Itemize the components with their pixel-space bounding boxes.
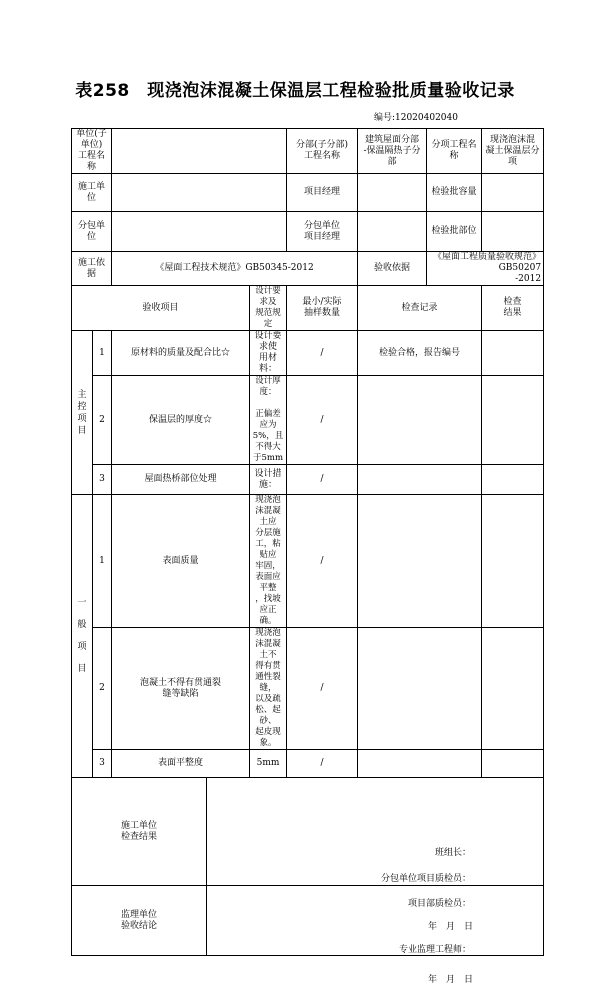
sub-inspector-label: 分包单位项目质检员： bbox=[381, 873, 472, 884]
acceptance-basis-value: 《屋面工程质量验收规范》GB50207 -2012 bbox=[427, 252, 544, 286]
supervision-date: 年 月 日 bbox=[428, 974, 474, 985]
project-manager-value[interactable] bbox=[358, 174, 427, 212]
item-name: 泡凝土不得有贯通裂 缝等缺陷 bbox=[112, 628, 250, 750]
main-item-row bbox=[72, 376, 544, 465]
item-record[interactable] bbox=[358, 750, 482, 778]
item-no: 2 bbox=[93, 628, 112, 750]
item-name: 表面质量 bbox=[112, 495, 250, 628]
sub-project-value[interactable]: 建筑屋面分部 -保温隔热子分部 bbox=[358, 129, 427, 174]
item-no: 2 bbox=[93, 376, 112, 465]
item-record[interactable]: 检验合格，报告编号 bbox=[358, 331, 482, 376]
item-result[interactable] bbox=[482, 331, 544, 376]
construction-basis-label: 施工依据 bbox=[72, 252, 112, 286]
item-result[interactable] bbox=[482, 465, 544, 495]
item-design: 现浇泡沫混凝土应 分层施工，粘贴应 牢固，表面应平整 ，找坡应正确。 bbox=[250, 495, 287, 628]
item-record[interactable] bbox=[358, 465, 482, 495]
item-result[interactable] bbox=[482, 376, 544, 465]
unit-project-value[interactable] bbox=[112, 129, 287, 174]
item-name: 屋面热桥部位处理 bbox=[112, 465, 250, 495]
project-inspector-label: 项目部质检员： bbox=[408, 898, 472, 909]
page-title: 表258 现浇泡沫混凝土保温层工程检验批质量验收记录 bbox=[75, 81, 515, 101]
supervision-engineer-label: 专业监理工程师： bbox=[399, 944, 472, 955]
serial-number bbox=[374, 110, 458, 123]
item-sample[interactable]: / bbox=[287, 750, 358, 778]
item-name: 原材料的质量及配合比☆ bbox=[112, 331, 250, 376]
construction-basis-value: 《屋面工程技术规范》GB50345-2012 bbox=[112, 252, 358, 286]
general-item-label: 一般项目 bbox=[72, 495, 93, 778]
header-row-construction bbox=[72, 174, 544, 212]
subcontract-manager-label: 分包单位 项目经理 bbox=[287, 212, 358, 252]
item-sample[interactable]: / bbox=[287, 331, 358, 376]
general-item-row bbox=[72, 495, 544, 628]
item-design: 设计措施： bbox=[250, 465, 287, 495]
item-no: 1 bbox=[93, 495, 112, 628]
col-record-header: 检查记录 bbox=[358, 286, 482, 331]
batch-part-label: 检验批部位 bbox=[427, 212, 482, 252]
col-result-header: 检查 结果 bbox=[482, 286, 544, 331]
subcontract-unit-label: 分包单位 bbox=[72, 212, 112, 252]
item-record[interactable] bbox=[358, 495, 482, 628]
main-control-label: 主控项目 bbox=[72, 331, 93, 495]
general-item-row bbox=[72, 750, 544, 778]
item-no: 3 bbox=[93, 465, 112, 495]
item-design: 5mm bbox=[250, 750, 287, 778]
header-row-basis bbox=[72, 252, 544, 286]
item-result[interactable] bbox=[482, 628, 544, 750]
item-result[interactable] bbox=[482, 750, 544, 778]
item-name: 表面平整度 bbox=[112, 750, 250, 778]
item-record[interactable] bbox=[358, 628, 482, 750]
serial-label: 编号: bbox=[373, 113, 395, 123]
project-manager-label: 项目经理 bbox=[287, 174, 358, 212]
construction-check-row bbox=[72, 778, 544, 886]
acceptance-record-table bbox=[71, 128, 544, 985]
col-item-header: 验收项目 bbox=[72, 286, 250, 331]
unit-project-label: 单位(子单位) 工程名称 bbox=[72, 129, 112, 174]
column-header-row bbox=[72, 286, 544, 331]
supervision-row bbox=[72, 886, 544, 956]
main-item-row bbox=[72, 465, 544, 495]
batch-capacity-label: 检验批容量 bbox=[427, 174, 482, 212]
item-no: 1 bbox=[93, 331, 112, 376]
construction-check-signatures[interactable] bbox=[207, 778, 544, 932]
item-record[interactable] bbox=[358, 376, 482, 465]
header-row-subcontract bbox=[72, 212, 544, 252]
construction-date: 年 月 日 bbox=[428, 921, 474, 932]
supervision-signatures[interactable] bbox=[207, 886, 544, 985]
item-sample[interactable]: / bbox=[287, 376, 358, 465]
item-name: 保温层的厚度☆ bbox=[112, 376, 250, 465]
header-row-project bbox=[72, 129, 544, 174]
subcontract-unit-value[interactable] bbox=[112, 212, 287, 252]
construction-unit-label: 施工单位 bbox=[72, 174, 112, 212]
item-project-label: 分项工程名称 bbox=[427, 129, 482, 174]
batch-capacity-value[interactable] bbox=[482, 174, 544, 212]
col-design-header: 设计要求及 规范规定 bbox=[250, 286, 287, 331]
item-no: 3 bbox=[93, 750, 112, 778]
item-sample[interactable]: / bbox=[287, 628, 358, 750]
construction-unit-value[interactable] bbox=[112, 174, 287, 212]
item-design: 设计要求使 用材料： bbox=[250, 331, 287, 376]
acceptance-basis-label: 验收依据 bbox=[358, 252, 427, 286]
sub-project-label: 分部(子分部) 工程名称 bbox=[287, 129, 358, 174]
item-project-value[interactable]: 现浇泡沫混 凝土保温层分项 bbox=[482, 129, 544, 174]
batch-part-value[interactable] bbox=[482, 212, 544, 252]
construction-check-label: 施工单位 检查结果 bbox=[72, 778, 207, 886]
item-design: 设计厚度： 正偏差应为5%，且 不得大于5mm bbox=[250, 376, 287, 465]
item-sample[interactable]: / bbox=[287, 465, 358, 495]
general-item-row bbox=[72, 628, 544, 750]
item-sample[interactable]: / bbox=[287, 495, 358, 628]
main-item-row bbox=[72, 331, 544, 376]
item-design: 现浇泡沫混凝土不 得有贯通性裂缝， 以及疏松、起砂、 起皮现象。 bbox=[250, 628, 287, 750]
supervision-label: 监理单位 验收结论 bbox=[72, 886, 207, 956]
serial-value: 12020402040 bbox=[395, 113, 458, 123]
item-result[interactable] bbox=[482, 495, 544, 628]
team-leader-label: 班组长： bbox=[435, 847, 472, 858]
subcontract-manager-value[interactable] bbox=[358, 212, 427, 252]
col-sample-header: 最小/实际 抽样数量 bbox=[287, 286, 358, 331]
